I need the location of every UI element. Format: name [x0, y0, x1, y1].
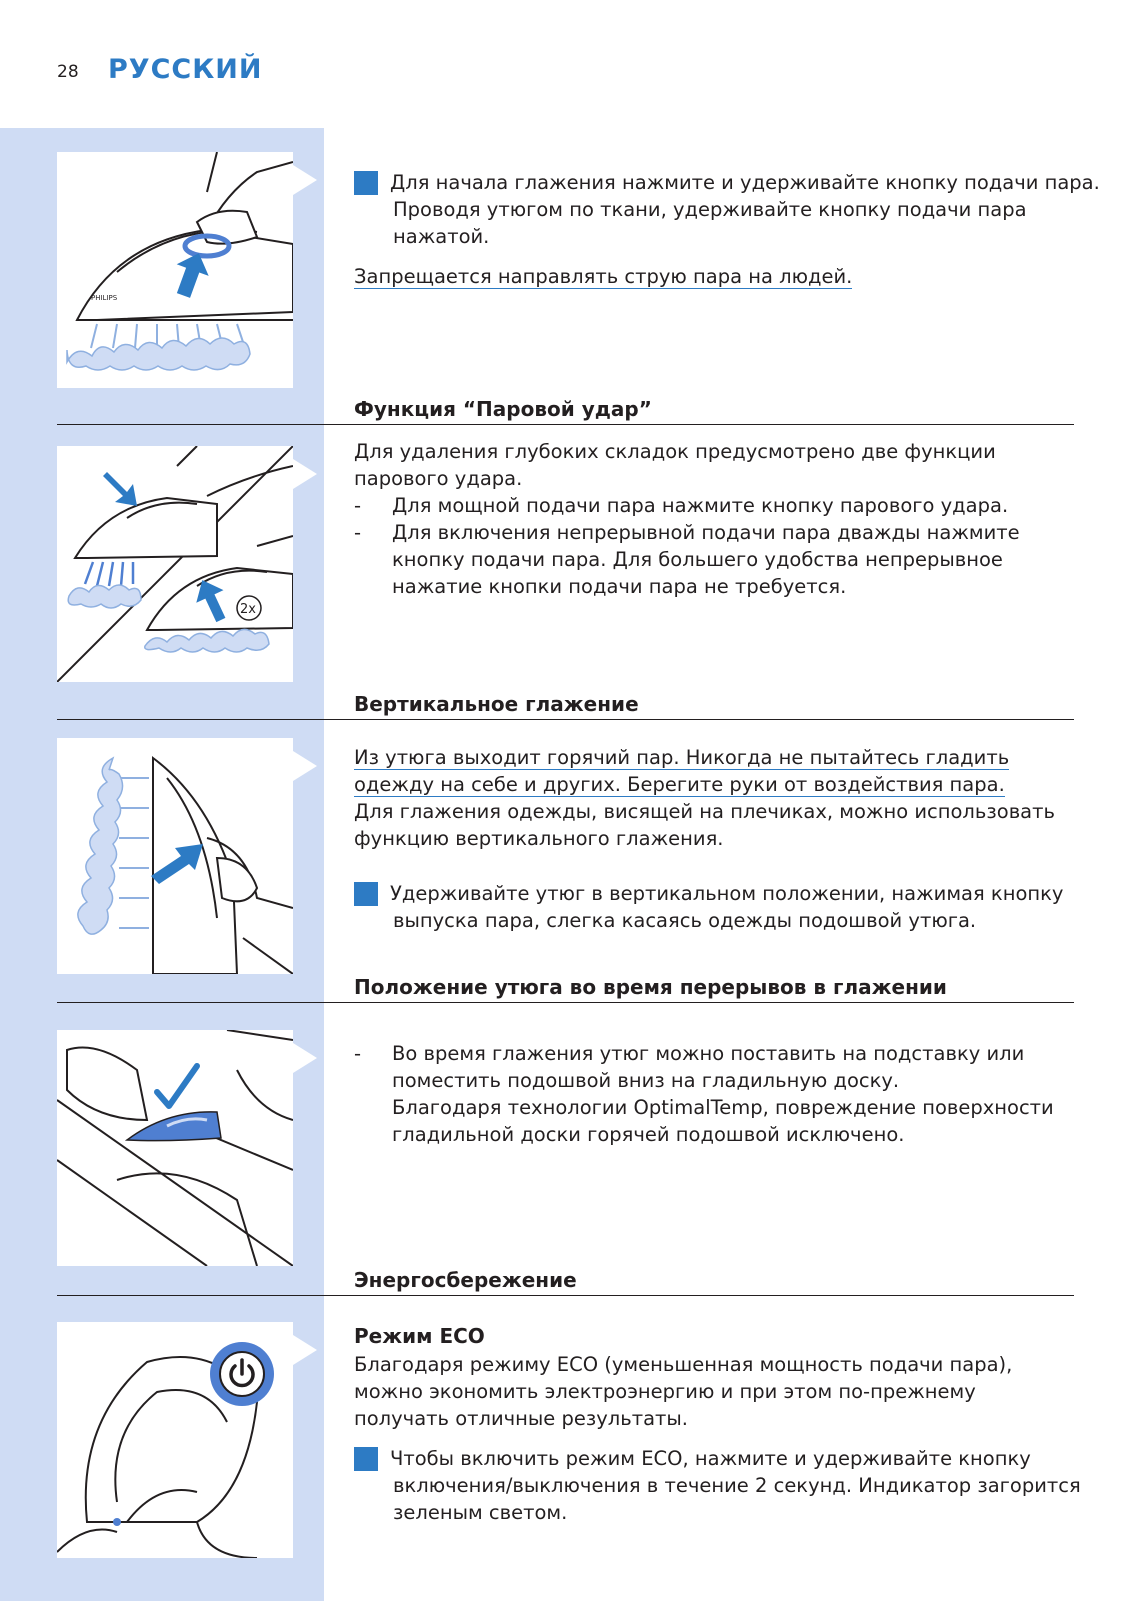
illustration-pointer	[293, 1043, 317, 1073]
heading-iron-rest: Положение утюга во время перерывов в глажении	[354, 975, 947, 999]
steam-shot-bullet: - Для включения непрерывной подачи пара дважды нажмите кнопку подачи пара. Для большего удобства непрерывное нажатие кнопки подачи пара не требуется.	[354, 519, 1074, 600]
step-number-badge: 5	[354, 171, 378, 195]
step-number-badge: 1	[354, 882, 378, 906]
page-number: 28	[57, 62, 79, 82]
heading-steam-shot: Функция “Паровой удар”	[354, 397, 652, 421]
illustration-eco-button	[57, 1322, 293, 1558]
step-eco	[340, 1445, 1113, 1526]
illustration-iron-rest	[57, 1030, 293, 1266]
eco-intro: Благодаря режиму ECO (уменьшенная мощность подачи пара), можно экономить электроэнергию и при этом по-прежнему получать отличные результаты.	[354, 1353, 1013, 1430]
step-text: Удерживайте утюг в вертикальном положении, нажимая кнопку выпуска пара, слегка касаясь одежды подошвой утюга.	[390, 882, 1064, 932]
illustration-pointer	[293, 1335, 317, 1365]
illustration-pointer	[293, 165, 317, 195]
illustration-vertical-steaming	[57, 738, 293, 974]
illustration-pointer	[293, 751, 317, 781]
illustration-steam-shot	[57, 446, 293, 682]
heading-energy-saving: Энергосбережение	[354, 1268, 577, 1292]
rest-note: Благодаря технологии OptimalTemp, повреждение поверхности гладильной доски горячей подошвой исключено.	[392, 1096, 1054, 1146]
section-divider	[57, 719, 1074, 720]
rest-bullet: - Во время глажения утюг можно поставить на подставку или поместить подошвой вниз на гладильную доску.	[354, 1042, 1025, 1092]
language-title: РУССКИЙ	[108, 54, 263, 85]
steam-shot-text	[354, 438, 1074, 600]
illustration-steam-ironing	[57, 152, 293, 388]
double-press-badge: 2x	[240, 602, 256, 617]
section-divider	[57, 1295, 1074, 1296]
checkmark-icon	[157, 1066, 197, 1106]
heading-eco-mode: Режим ECO	[354, 1324, 485, 1348]
steam-shot-intro: Для удаления глубоких складок предусмотрено две функции парового удара.	[354, 440, 996, 490]
step-start-steam	[340, 169, 1113, 250]
brand-mark: PHILIPS	[91, 294, 118, 302]
warning-hot-steam: Из утюга выходит горячий пар. Никогда не пытайтесь гладить одежду на себе и других. Берегите руки от воздействия пара.	[354, 746, 1010, 796]
section-divider	[57, 1002, 1074, 1003]
illustration-pointer	[293, 459, 317, 489]
step-text: Чтобы включить режим ECO, нажмите и удерживайте кнопку включения/выключения в течение 2 секунд. Индикатор загорится зеленым светом.	[390, 1447, 1081, 1524]
step-number-badge: 1	[354, 1447, 378, 1471]
step-text: Для начала глажения нажмите и удерживайте кнопку подачи пара. Проводя утюгом по ткани, удерживайте кнопку подачи пара нажатой.	[390, 171, 1100, 248]
steam-shot-bullet: - Для мощной подачи пара нажмите кнопку парового удара.	[354, 492, 1074, 519]
warning-steam-people: Запрещается направлять струю пара на людей.	[354, 265, 853, 288]
heading-vertical-steaming: Вертикальное глажение	[354, 692, 639, 716]
rest-text	[354, 1040, 1074, 1148]
vertical-intro: Для глажения одежды, висящей на плечиках, можно использовать функцию вертикального глажения.	[354, 800, 1055, 850]
section-divider	[57, 424, 1074, 425]
step-vertical	[340, 880, 1113, 934]
